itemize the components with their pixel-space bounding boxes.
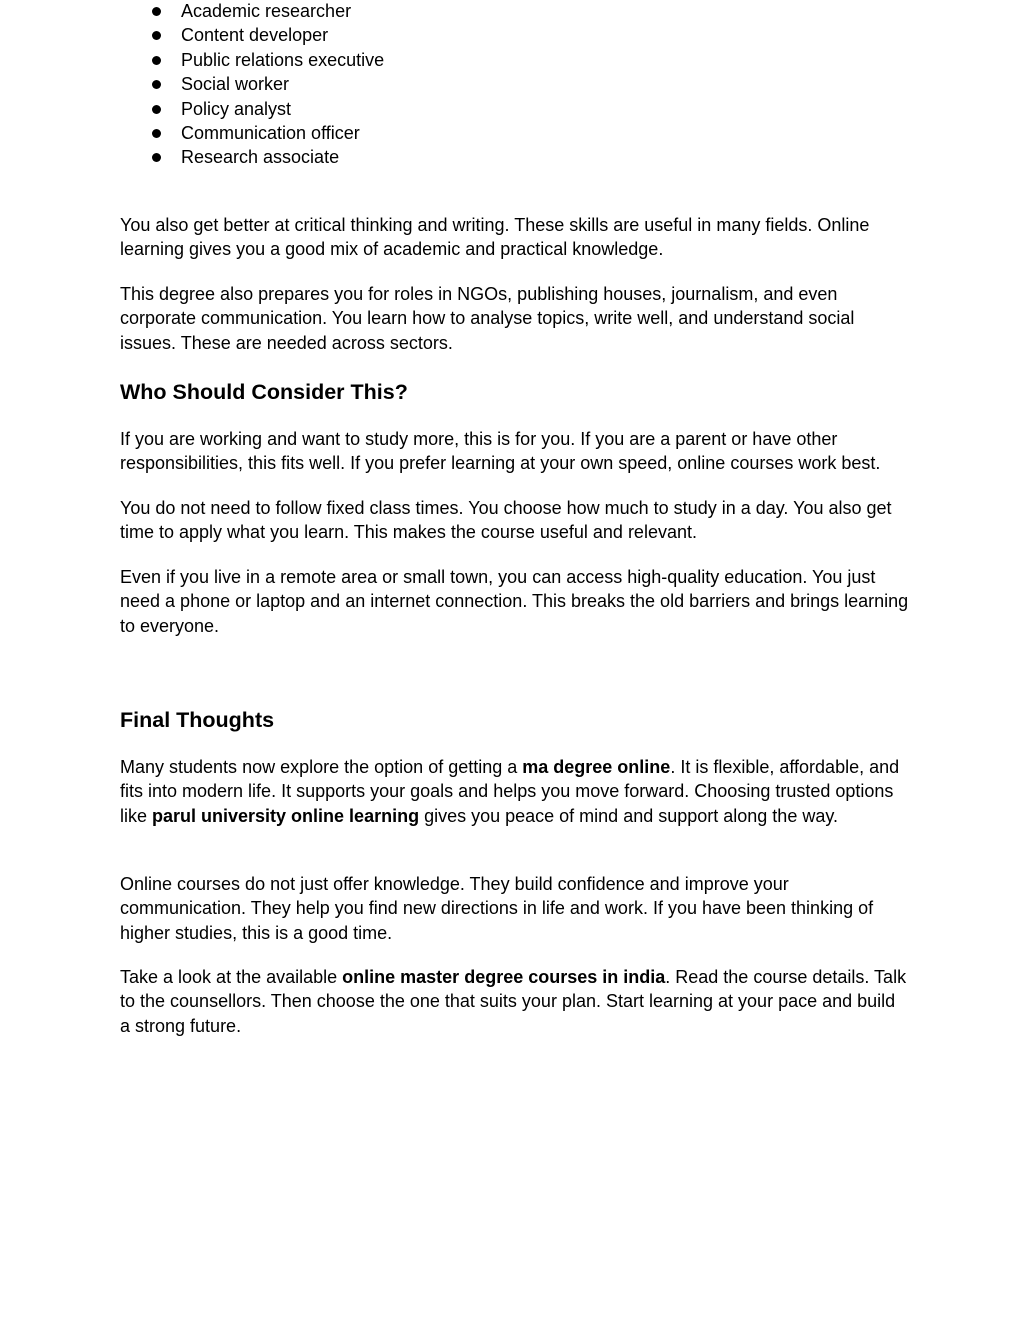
bold-keyword: parul university online learning [152, 805, 420, 826]
list-item-label: Academic researcher [181, 1, 352, 21]
who-paragraph-2: You do not need to follow fixed class times. You choose how much to study in a day. You also get time to apply what you learn. This makes the course useful and relevant. [120, 498, 892, 543]
bullet-icon [152, 105, 161, 114]
career-list [120, 0, 384, 171]
bold-keyword: ma degree online [522, 757, 671, 777]
who-heading: Who Should Consider This? [120, 380, 408, 404]
bullet-icon [152, 56, 161, 65]
bullet-icon [152, 7, 161, 16]
bullet-icon [152, 31, 161, 40]
skills-paragraph: You also get better at critical thinking and writing. These skills are useful in many fields. Online learning gives you a good mix of academic and practical knowledge. [120, 215, 870, 260]
list-item-label: Communication officer [181, 122, 360, 143]
text-run: Many students now explore the option of getting a [120, 757, 523, 777]
bullet-icon [152, 129, 161, 138]
bold-keyword: online master degree courses in india [342, 967, 666, 987]
final-heading: Final Thoughts [120, 708, 275, 732]
text-run: Take a look at the available [120, 967, 343, 987]
list-item [120, 98, 384, 122]
list-item [120, 146, 384, 170]
who-paragraph-3: Even if you live in a remote area or small town, you can access high-quality education. You just need a phone or laptop and an internet connection. This breaks the old barriers and brings learning to everyone. [120, 567, 909, 636]
list-item [120, 0, 384, 24]
list-item-label: Research associate [181, 147, 340, 168]
final-paragraph-2: Online courses do not just offer knowledge. They build confidence and improve your communication. They help you find new directions in life and work. If you have been thinking of higher studies, this is a good time. [120, 874, 874, 943]
list-item [120, 24, 384, 48]
final-paragraph-3 [120, 965, 910, 1038]
roles-paragraph: This degree also prepares you for roles in NGOs, publishing houses, journalism, and even corporate communication. You learn how to analyse topics, write well, and understand social issues. These are needed across sectors. [120, 284, 855, 353]
text-run: . It is flexible, affordable, and fits into modern life. It supports your goals and helps you move forward. Choosing trusted options like [120, 757, 900, 826]
who-paragraph-1: If you are working and want to study more, this is for you. If you are a parent or have other responsibilities, this fits well. If you prefer learning at your own speed, online courses work best. [120, 429, 881, 474]
bullet-icon [152, 80, 161, 89]
final-paragraph-1 [120, 755, 910, 828]
list-item-label: Public relations executive [181, 49, 385, 70]
bullet-icon [152, 153, 161, 162]
text-run: . Read the course details. Talk to the counsellors. Then choose the one that suits your plan. Start learning at your pace and build a strong future. [120, 967, 907, 1036]
list-item-label: Policy analyst [181, 98, 292, 119]
list-item [120, 73, 384, 97]
text-run: gives you peace of mind and support along the way. [419, 805, 839, 826]
list-item [120, 122, 384, 146]
list-item-label: Social worker [181, 74, 290, 95]
list-item-label: Content developer [181, 25, 329, 46]
list-item [120, 49, 384, 73]
